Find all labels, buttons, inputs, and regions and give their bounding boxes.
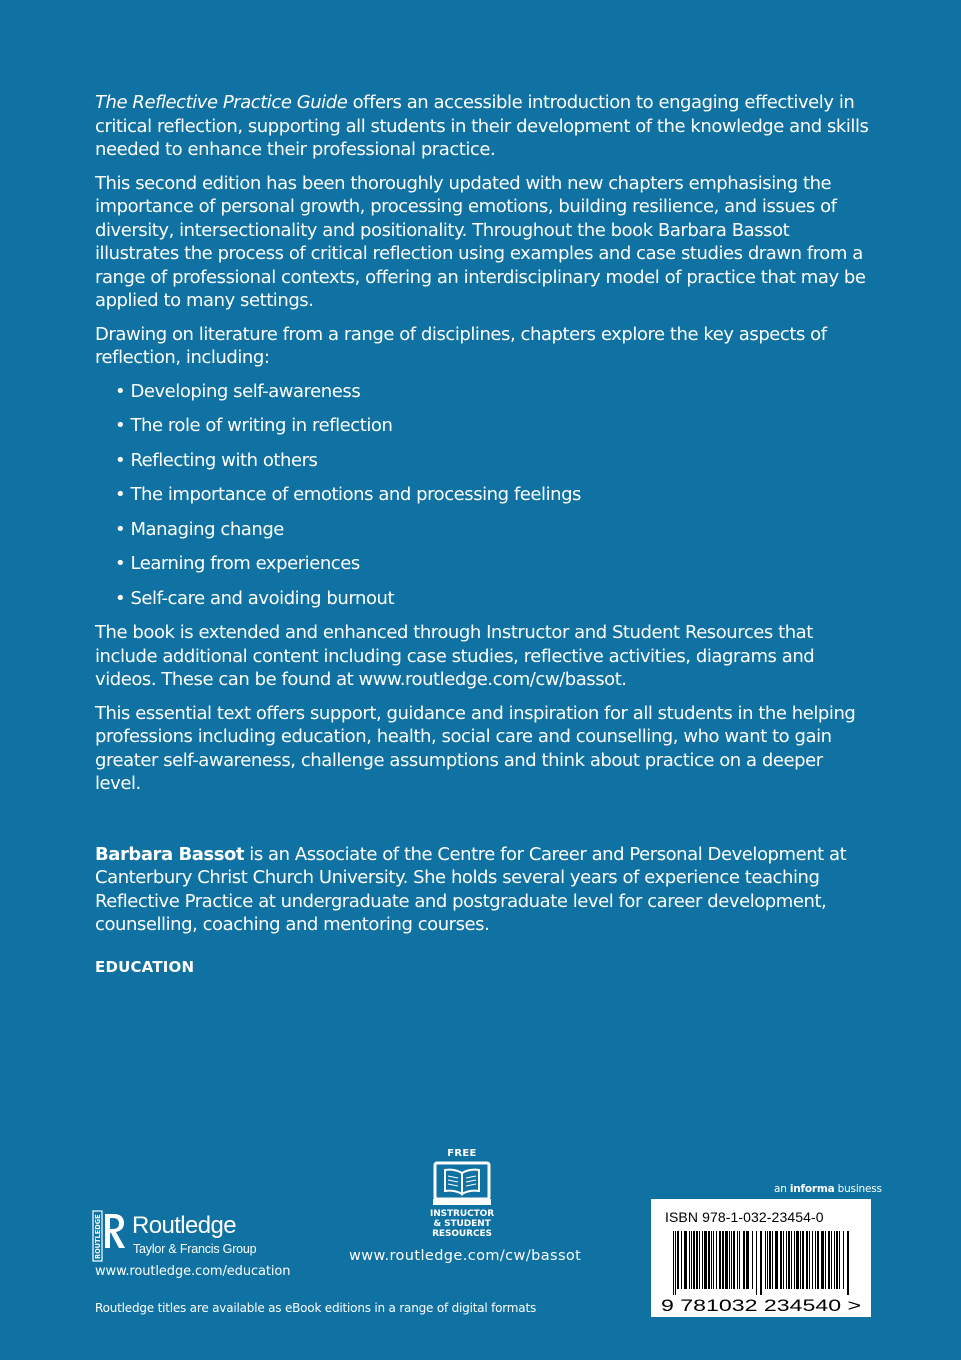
list-item: • The role of writing in reflection (115, 415, 393, 436)
barcode-bar (796, 1231, 799, 1289)
barcode (659, 1229, 865, 1313)
barcode-bar (719, 1231, 721, 1289)
book-screen-icon (432, 1161, 492, 1207)
barcode-bar (704, 1231, 707, 1289)
barcode-bar (702, 1231, 703, 1289)
badge-line-3: RESOURCES (432, 1229, 492, 1239)
isbn-label: ISBN 978-1-032-23454-0 (665, 1209, 824, 1225)
barcode-bar (825, 1231, 826, 1289)
barcode-bar (836, 1231, 838, 1289)
author-bio (95, 843, 870, 937)
barcode-bar (828, 1231, 830, 1289)
logo-spine-text: ROUTLEDGE (93, 1214, 102, 1259)
barcode-bar (772, 1231, 773, 1289)
informa-suffix: business (834, 1183, 882, 1195)
barcode-bar (767, 1231, 768, 1289)
barcode-bar (696, 1231, 698, 1289)
barcode-bar (716, 1231, 717, 1289)
list-item: • Managing change (115, 518, 284, 540)
barcode-bar (733, 1231, 735, 1289)
barcode-bar (691, 1231, 692, 1289)
second-edition-paragraph: This second edition has been thoroughly updated with new chapters emphasising the importance of personal growth, processing emotions, building resilience, and issues of diversity, intersectionality and positionality. Throughout the book Barbara Bassot illustrates the process of critical reflection using examples and case studies drawn from a range of professional contexts, offering an interdisciplinary model of practice that may be applied to many settings. (95, 172, 866, 311)
badge-text (420, 1209, 504, 1239)
barcode-bar (821, 1231, 824, 1289)
barcode-bar (791, 1231, 792, 1289)
barcode-bar (675, 1231, 676, 1295)
barcode-bar (783, 1231, 784, 1289)
barcode-bar (794, 1231, 795, 1289)
barcode-bar (737, 1231, 738, 1289)
routledge-logo-icon (92, 1210, 126, 1262)
barcode-bar (800, 1231, 801, 1289)
barcode-bar (786, 1231, 787, 1289)
list-item: • Reflecting with others (115, 449, 318, 471)
barcode-bar (769, 1231, 771, 1289)
author-name: Barbara Bassot (95, 843, 245, 865)
barcode-bar (739, 1231, 740, 1289)
barcode-bar (689, 1231, 690, 1289)
barcode-bar (847, 1231, 849, 1295)
informa-business-note (774, 1183, 882, 1195)
barcode-bar (815, 1231, 816, 1289)
subject-category: EDUCATION (95, 958, 195, 976)
barcode-bar (760, 1231, 762, 1295)
barcode-bar (681, 1231, 682, 1289)
barcode-bar (729, 1231, 730, 1289)
informa-prefix: an (774, 1183, 790, 1195)
barcode-bar (839, 1231, 840, 1289)
list-item: • The importance of emotions and processing feelings (115, 484, 581, 505)
barcode-bar (802, 1231, 804, 1289)
intro-text: offers an accessible introduction to engaging effectively in critical reflection, supporting all students in their development of the knowledge and skills needed to enhance their professional practice. (95, 92, 869, 160)
barcode-bar (809, 1231, 810, 1289)
barcode-bar (746, 1231, 749, 1289)
book-title: The Reflective Practice Guide (95, 92, 348, 113)
barcode-bar (752, 1231, 753, 1289)
barcode-bar (725, 1231, 728, 1289)
barcode-bar (775, 1231, 778, 1289)
barcode-bar (743, 1231, 745, 1289)
barcode-bar (765, 1231, 766, 1289)
barcode-bar (684, 1231, 687, 1289)
publisher-group: Taylor & Francis Group (133, 1242, 257, 1256)
essential-paragraph: This essential text offers support, guidance and inspiration for all students in the helping professions including education, health, social care and counselling, who want to gain greater self-awareness, challenge assumptions and think about practice on a deeper level. (95, 702, 856, 794)
list-item: • Self-care and avoiding burnout (115, 587, 395, 609)
barcode-bar (693, 1231, 695, 1289)
drawing-on-paragraph: Drawing on literature from a range of disciplines, chapters explore the key aspects of reflection, including: (95, 323, 827, 368)
barcode-bar (713, 1231, 714, 1289)
barcode-bar (673, 1231, 674, 1295)
resources-url[interactable]: www.routledge.com/cw/bassot (349, 1248, 582, 1264)
list-item: • Developing self-awareness (115, 380, 361, 402)
barcode-bar (699, 1231, 700, 1289)
barcode-bar (722, 1231, 724, 1289)
badge-free-label: FREE (447, 1148, 477, 1159)
barcode-bar (780, 1231, 782, 1289)
barcode-bar (817, 1231, 819, 1289)
aspects-list (95, 380, 870, 611)
barcode-bar (731, 1231, 732, 1289)
author-bio-text: is an Associate of the Centre for Career and Personal Development at Canterbury Christ Church University. She holds several years of experience teaching Reflective Practice at undergraduate and postgraduate level for career development, counselling, coaching and mentoring courses. (95, 843, 847, 935)
list-item: • Learning from experiences (115, 553, 360, 574)
barcode-bar (756, 1231, 757, 1295)
barcode-bar (834, 1231, 835, 1289)
barcode-bar (831, 1231, 832, 1289)
badge-line-2: & STUDENT (433, 1219, 491, 1229)
barcode-bar (711, 1231, 712, 1289)
publisher-name: Routledge (132, 1212, 237, 1239)
barcode-bars (673, 1231, 849, 1295)
isbn-barcode-box (651, 1199, 871, 1317)
barcode-bar (708, 1231, 710, 1289)
ebook-note: Routledge titles are available as eBook editions in a range of digital formats (95, 1301, 537, 1315)
badge-line-1: INSTRUCTOR (429, 1209, 495, 1219)
barcode-bar (812, 1231, 813, 1289)
informa-brand: informa (789, 1183, 835, 1195)
resources-badge (420, 1148, 504, 1239)
intro-paragraph (95, 91, 870, 162)
barcode-bar (788, 1231, 790, 1289)
extended-paragraph: The book is extended and enhanced through Instructor and Student Resources that include additional content including case studies, reflective activities, diagrams and videos. These can be found at www.routledge.com/cw/bassot. (95, 622, 815, 690)
barcode-digits: 9 781032 234540 > (661, 1296, 862, 1313)
publisher-url[interactable]: www.routledge.com/education (95, 1264, 291, 1279)
barcode-bar (843, 1231, 844, 1289)
barcode-bar (806, 1231, 808, 1289)
barcode-bar (677, 1231, 679, 1289)
back-cover-blurb (95, 91, 870, 947)
